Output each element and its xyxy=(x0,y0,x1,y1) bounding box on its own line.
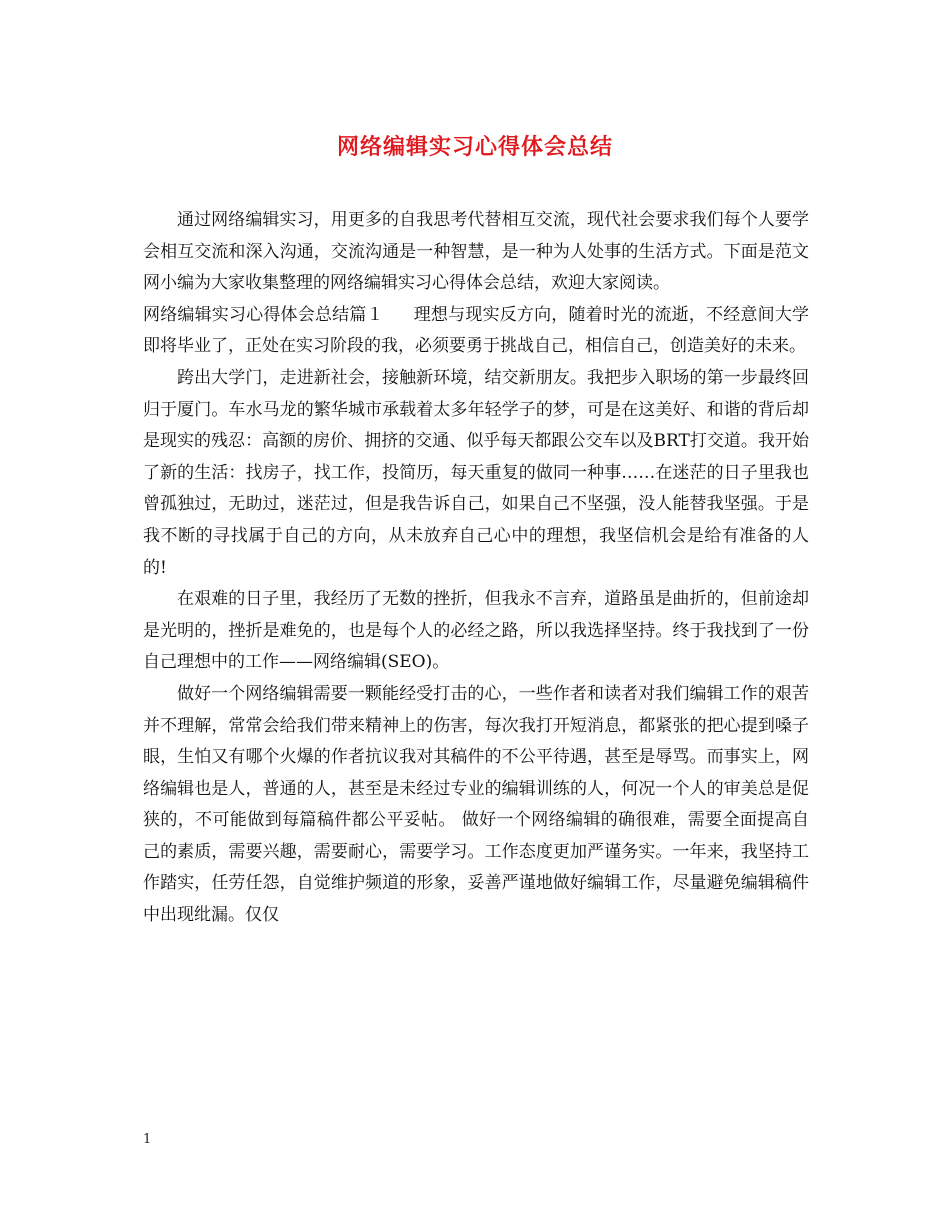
paragraph-2: 跨出大学门，走进新社会，接触新环境，结交新朋友。我把步入职场的第一步最终回归于厦门。车水马龙的繁华城市承载着太多年轻学子的梦，可是在这美好、和谐的背后却是现实的残忍：高额的房价、拥挤的交通、似乎每天都跟公交车以及BRT打交道。我开始了新的生活：找房子，找工作，投简历，每天重复的做同一种事……在迷茫的日子里我也曾孤独过，无助过，迷茫过，但是我告诉自己，如果自己不坚强，没人能替我坚强。于是我不断的寻找属于自己的方向，从未放弃自己心中的理想，我坚信机会是给有准备的人的! xyxy=(143,367,809,578)
paragraph-1-text: 理想与现实反方向，随着时光的流逝，不经意间大学即将毕业了，正处在实习阶段的我，必须要勇于挑战自己，相信自己，创造美好的未来。 xyxy=(143,304,810,357)
paragraph-3: 在艰难的日子里，我经历了无数的挫折，但我永不言弃，道路虽是曲折的，但前途却是光明的，挫折是难免的，也是每个人的必经之路，所以我选择坚持。终于我找到了一份自己理想中的工作——网络编辑(SEO)。 xyxy=(143,589,809,673)
paragraph-4: 做好一个网络编辑需要一颗能经受打击的心，一些作者和读者对我们编辑工作的艰苦并不理解，常常会给我们带来精神上的伤害，每次我打开短消息，都紧张的把心提到嗓子眼，生怕又有哪个火爆的作者抗议我对其稿件的不公平待遇，甚至是辱骂。而事实上，网络编辑也是人，普通的人，甚至是未经过专业的编辑训练的人，何况一个人的审美总是促狭的，不可能做到每篇稿件都公平妥帖。 做好一个网络编辑的确很难，需要全面提高自己的素质，需要兴趣，需要耐心，需要学习。工作态度更加严谨务实。一年来，我坚持工作踏实，任劳任怨，自觉维护频道的形象，妥善严谨地做好编辑工作，尽量避免编辑稿件中出现纰漏。仅仅 xyxy=(143,683,809,926)
document-title: 网络编辑实习心得体会总结 xyxy=(336,134,613,160)
article-first-paragraph xyxy=(143,300,809,363)
article-heading: 网络编辑实习心得体会总结篇１ xyxy=(143,304,384,325)
intro-paragraph: 通过网络编辑实习，用更多的自我思考代替相互交流，现代社会要求我们每个人要学会相互交流和深入沟通，交流沟通是一种智慧，是一种为人处事的生活方式。下面是范文网小编为大家收集整理的网络编辑实习心得体会总结，欢迎大家阅读。 xyxy=(143,210,809,294)
page-number: 1 xyxy=(143,1132,152,1147)
document-body xyxy=(143,205,809,932)
